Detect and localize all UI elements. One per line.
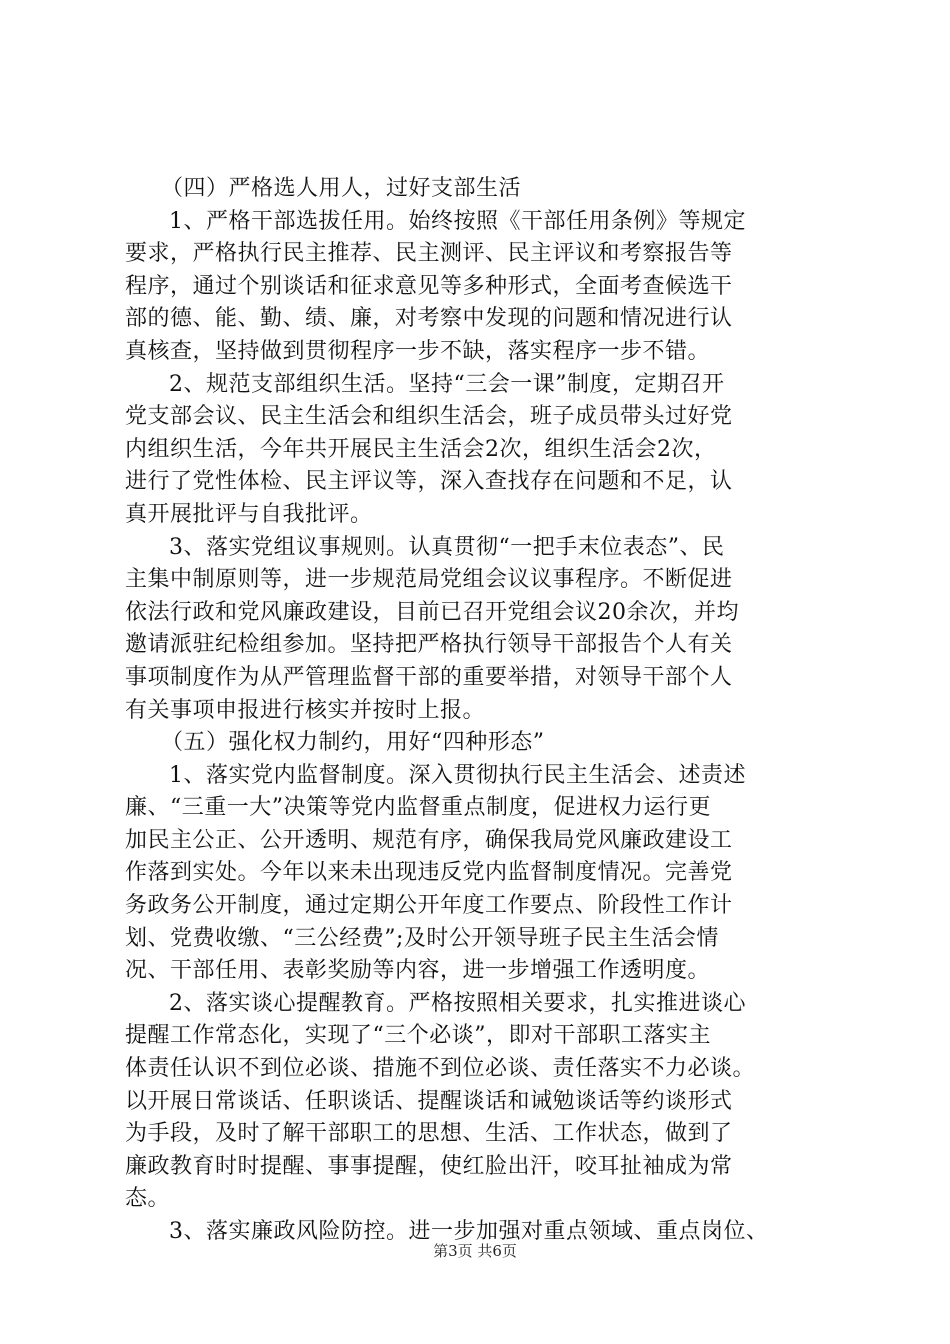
text-line: 1、落实党内监督制度。深入贯彻执行民主生活会、述责述 <box>169 762 746 788</box>
text-line: 党支部会议、民主生活会和组织生活会，班子成员带头过好党 <box>125 404 733 430</box>
text-line: 划、党费收缴、“三公经费”;及时公开领导班子民主生活会情 <box>125 925 719 951</box>
section-heading: （五）强化权力制约，用好“四种形态” <box>161 730 545 756</box>
text-line: 2、规范支部组织生活。坚持“三会一课”制度，定期召开 <box>169 371 725 397</box>
text-line: 真开展批评与自我批评。 <box>125 501 373 527</box>
page-footer: 第3页 共6页 <box>433 1242 517 1260</box>
text-line: 依法行政和党风廉政建设，目前已召开党组会议20余次，并均 <box>125 599 739 625</box>
text-line: 态。 <box>125 1186 171 1212</box>
text-line: 提醒工作常态化，实现了“三个必谈”，即对干部职工落实主 <box>125 1023 711 1049</box>
text-line: 体责任认识不到位必谈、措施不到位必谈、责任落实不力必谈。 <box>125 1056 756 1082</box>
text-line: 进行了党性体检、民主评议等，深入查找存在问题和不足，认 <box>125 469 733 495</box>
text-line: 以开展日常谈话、任职谈话、提醒谈话和诫勉谈话等约谈形式 <box>125 1088 733 1114</box>
text-line: 3、落实党组议事规则。认真贯彻“一把手末位表态”、民 <box>169 534 725 560</box>
text-line: 为手段，及时了解干部职工的思想、生活、工作状态，做到了 <box>125 1121 733 1147</box>
text-line: 内组织生活，今年共开展民主生活会2次，组织生活会2次， <box>125 436 717 462</box>
section-heading: （四）严格选人用人，过好支部生活 <box>161 176 522 201</box>
text-line: 3、落实廉政风险防控。进一步加强对重点领域、重点岗位、 <box>169 1219 769 1244</box>
text-line: 1、严格干部选拔任用。始终按照《干部任用条例》等规定 <box>169 208 746 234</box>
text-line: 况、干部任用、表彰奖励等内容，进一步增强工作透明度。 <box>125 958 711 984</box>
text-line: 要求，严格执行民主推荐、民主测评、民主评议和考察报告等 <box>125 241 733 267</box>
text-line: 邀请派驻纪检组参加。坚持把严格执行领导干部报告个人有关 <box>125 632 733 658</box>
text-line: 2、落实谈心提醒教育。严格按照相关要求，扎实推进谈心 <box>169 990 746 1016</box>
text-line: 程序，通过个别谈话和征求意见等多种形式，全面考查候选干 <box>125 273 733 299</box>
text-line: 加民主公正、公开透明、规范有序，确保我局党风廉政建设工 <box>125 827 733 853</box>
text-line: 真核查，坚持做到贯彻程序一步不缺，落实程序一步不错。 <box>125 338 711 364</box>
text-line: 廉政教育时时提醒、事事提醒，使红脸出汗，咬耳扯袖成为常 <box>125 1153 733 1179</box>
text-line: 部的德、能、勤、绩、廉，对考察中发现的问题和情况进行认 <box>125 306 733 332</box>
text-line: 事项制度作为从严管理监督干部的重要举措，对领导干部个人 <box>125 664 733 690</box>
document-body <box>125 173 840 1249</box>
text-line: 主集中制原则等，进一步规范局党组会议议事程序。不断促进 <box>125 567 733 593</box>
text-line: 务政务公开制度，通过定期公开年度工作要点、阶段性工作计 <box>125 893 733 919</box>
text-line: 有关事项申报进行核实并按时上报。 <box>125 697 486 723</box>
text-line: 作落到实处。今年以来未出现违反党内监督制度情况。完善党 <box>125 860 733 886</box>
text-line: 廉、“三重一大”决策等党内监督重点制度，促进权力运行更 <box>125 795 711 821</box>
